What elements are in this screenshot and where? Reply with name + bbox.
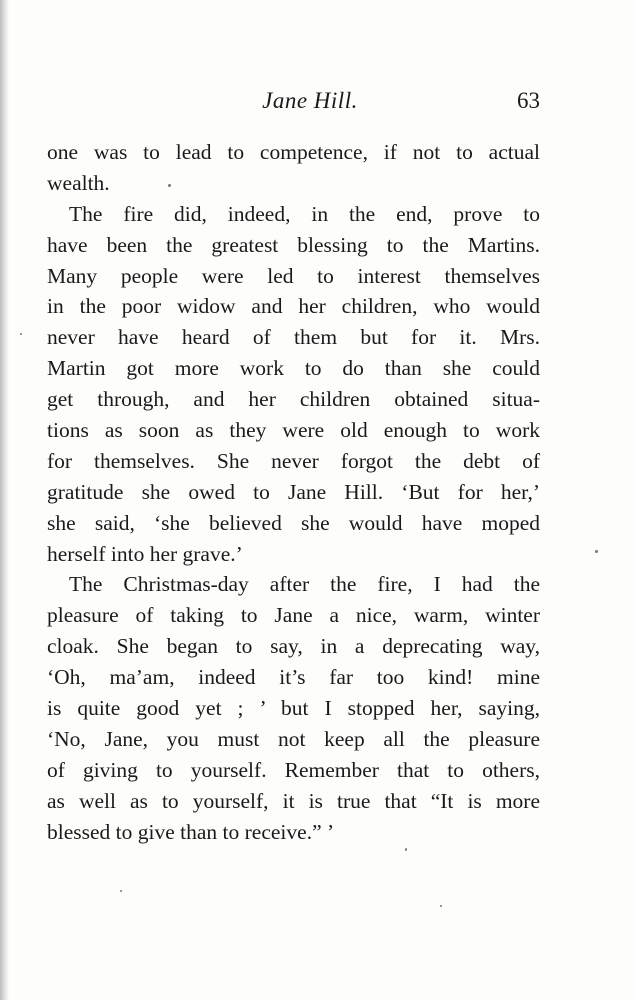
text-line: gratitude she owed to Jane Hill. ‘But for her,’: [47, 479, 540, 504]
text-line: The Christmas-day after the fire, I had the: [69, 572, 540, 597]
scan-speck: [440, 905, 442, 907]
text-line: have been the greatest blessing to the Martins.: [47, 232, 540, 257]
text-line: herself into her grave.’: [47, 541, 243, 566]
text-line: blessed to give than to receive.” ’: [47, 819, 335, 844]
text-line: never have heard of them but for it. Mrs.: [47, 325, 540, 350]
text-line: Martin got more work to do than she could: [47, 356, 540, 381]
scan-speck: [595, 550, 598, 553]
scan-speck: [20, 333, 22, 335]
text-line: she said, ‘she believed she would have moped: [47, 510, 540, 535]
text-line: is quite good yet ; ’ but I stopped her, saying,: [47, 696, 540, 721]
text-line: of giving to yourself. Remember that to others,: [47, 757, 540, 782]
text-line: in the poor widow and her children, who would: [47, 294, 540, 319]
running-title: Jane Hill.: [262, 88, 358, 113]
text-line: get through, and her children obtained situa-: [47, 387, 540, 412]
text-line: ‘Oh, ma’am, indeed it’s far too kind! mine: [47, 665, 540, 690]
text-line: one was to lead to competence, if not to actual: [47, 140, 540, 164]
text-line: Many people were led to interest themselves: [47, 263, 540, 288]
text-line: ‘No, Jane, you must not keep all the pleasure: [47, 726, 540, 751]
text-line: The fire did, indeed, in the end, prove to: [69, 201, 540, 226]
scan-speck: [120, 890, 122, 892]
page-gutter-shadow: [0, 0, 9, 1000]
page-number: 63: [517, 88, 540, 113]
text-line: pleasure of taking to Jane a nice, warm, winter: [47, 603, 540, 628]
scan-speck: [405, 848, 407, 851]
text-line: cloak. She began to say, in a deprecating way,: [47, 634, 540, 659]
text-line: wealth.: [47, 170, 110, 195]
text-line: for themselves. She never forgot the debt of: [47, 448, 540, 473]
text-line: as well as to yourself, it is true that “It is more: [47, 788, 540, 813]
body-text: [47, 137, 540, 847]
text-line: tions as soon as they were old enough to work: [47, 418, 540, 443]
scan-speck: [168, 184, 171, 187]
